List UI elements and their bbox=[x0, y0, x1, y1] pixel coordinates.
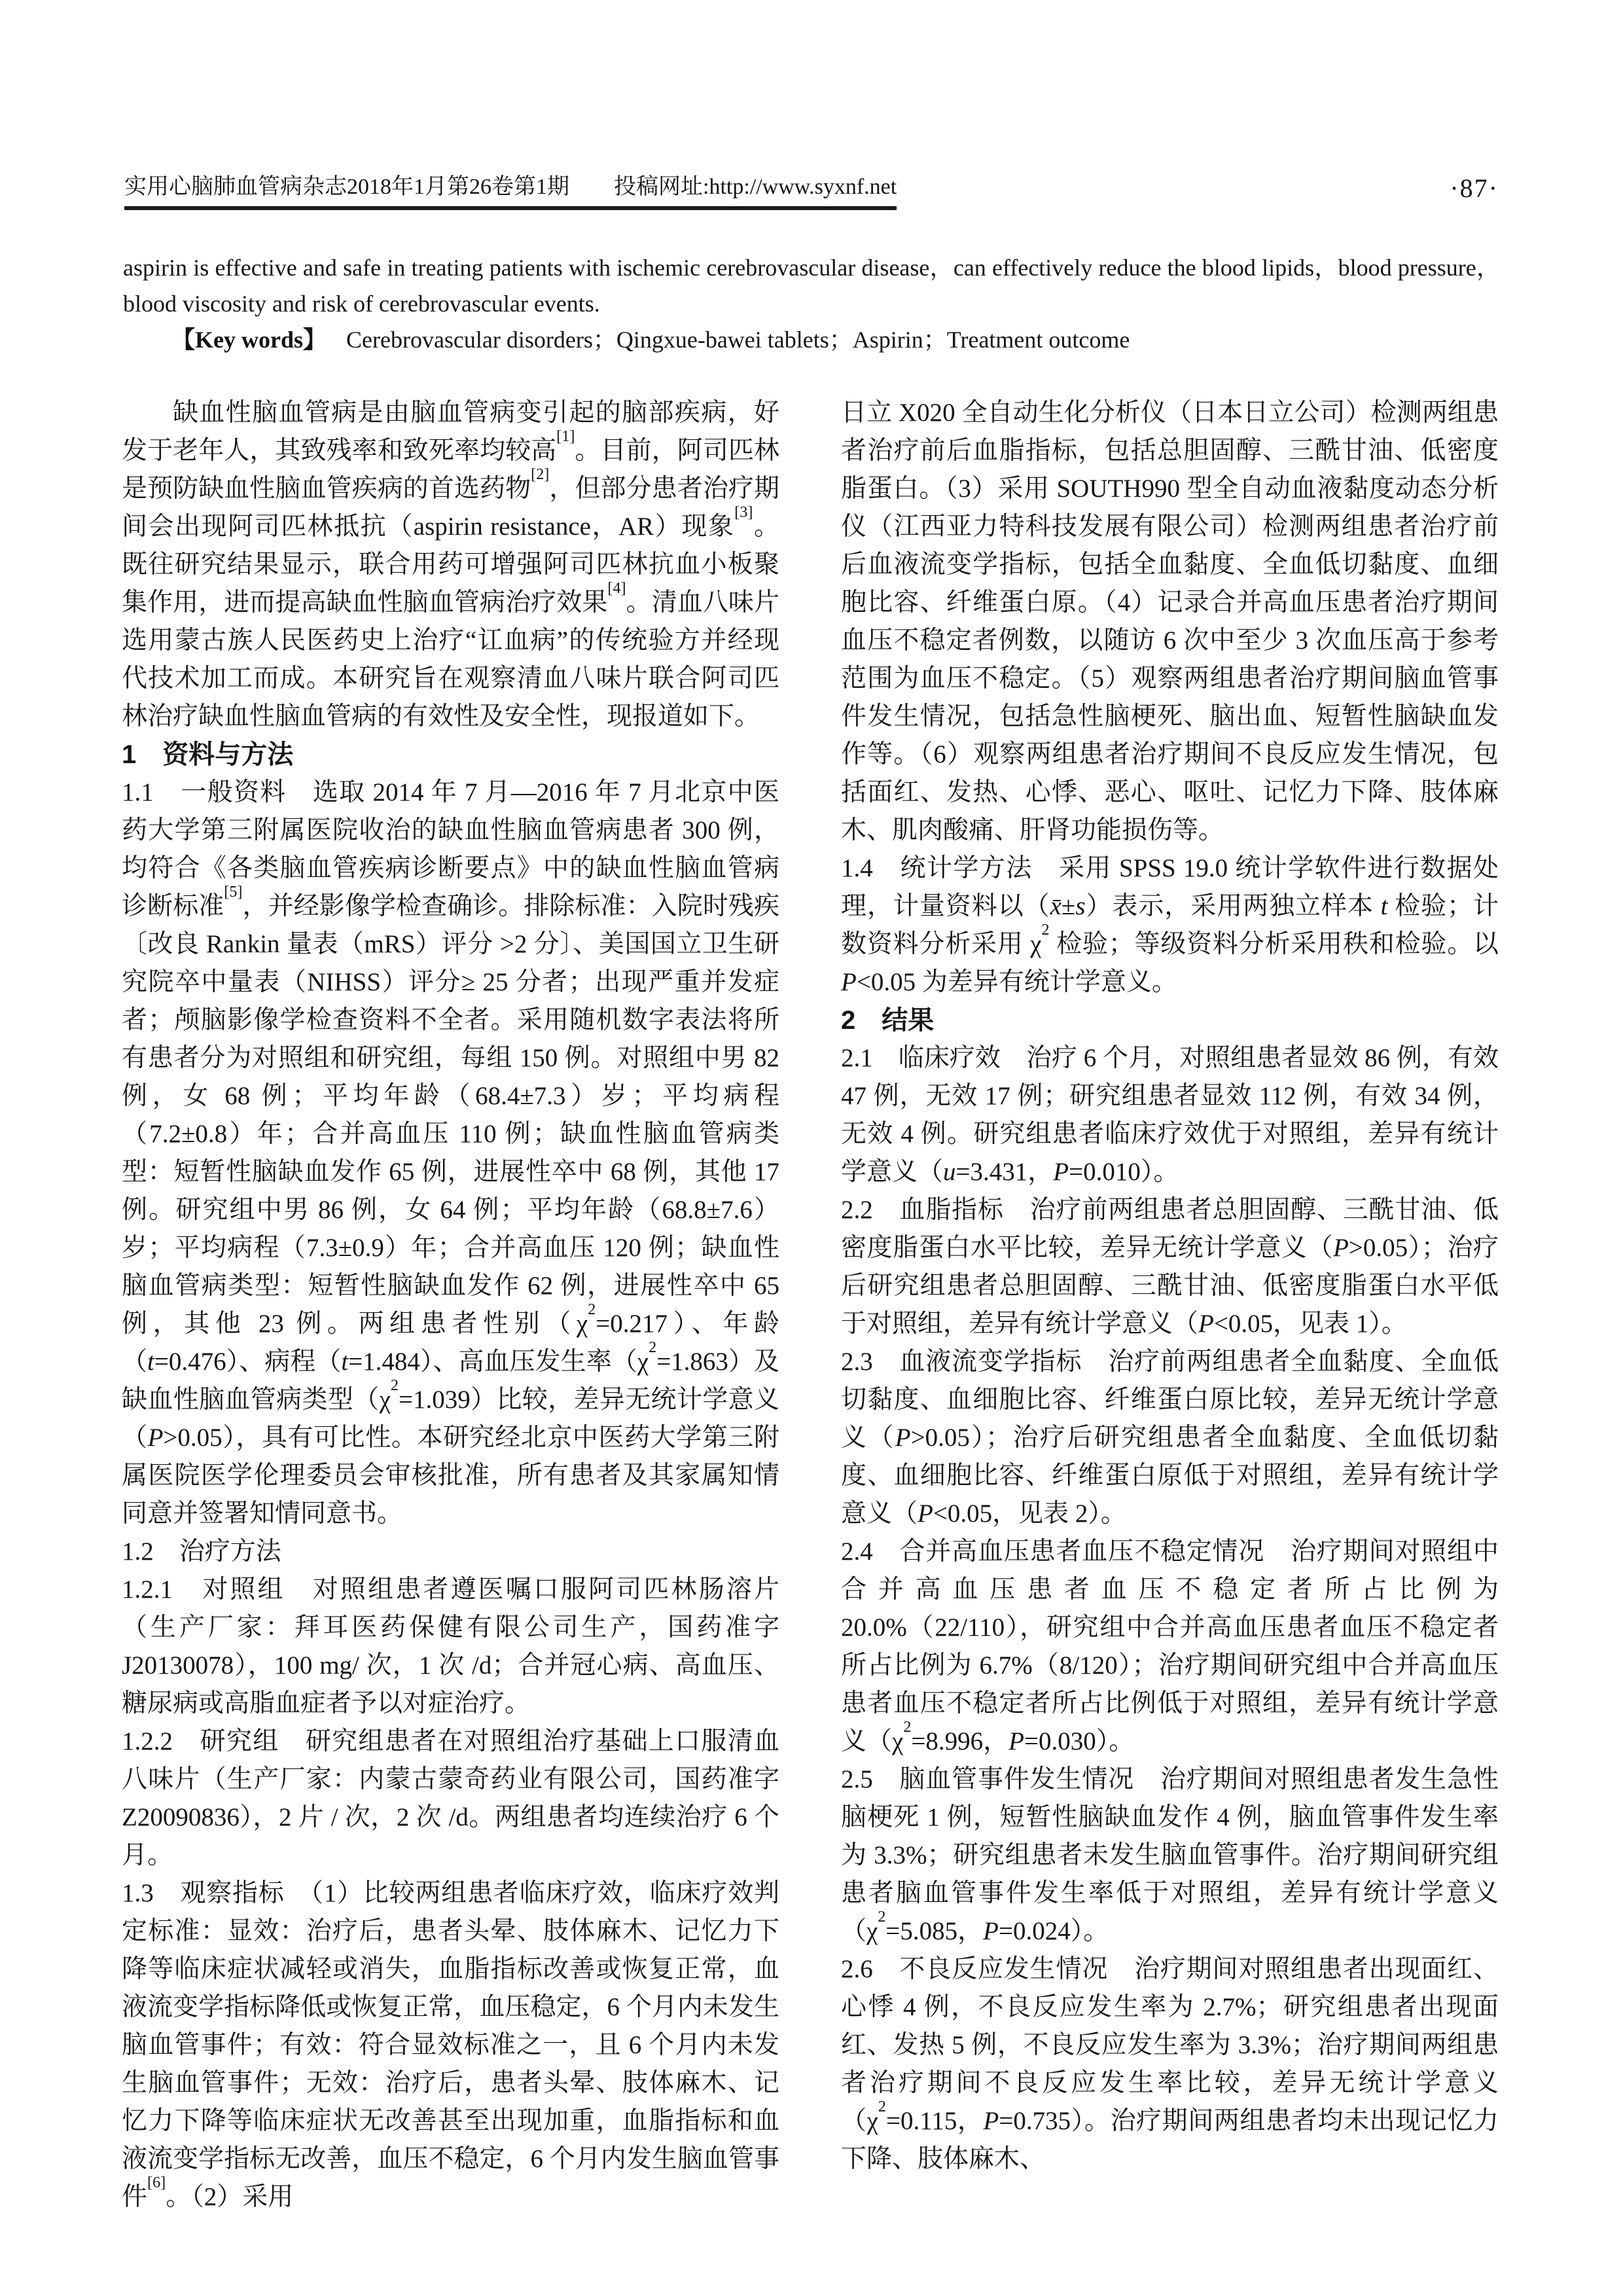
abstract-english bbox=[123, 250, 1500, 358]
paragraph: 2.3 血液流变学指标 治疗前两组患者全血黏度、全血低切黏度、血细胞比容、纤维蛋白原比较，差异无统计学意义（P>0.05）；治疗后研究组患者全血黏度、全血低切黏度、血细胞比容、纤维蛋白原低于对照组，差异有统计学意义（P<0.05，见表 2）。 bbox=[841, 1348, 1499, 1528]
reference-superscript: 2 bbox=[588, 1300, 596, 1318]
paragraph: 日立 X020 全自动生化分析仪（日本日立公司）检测两组患者治疗前后血脂指标，包括总胆固醇、三酰甘油、低密度脂蛋白。（3）采用 SOUTH990 型全自动血液黏度动态分析仪（江西亚力特科技发展有限公司）检测两组患者治疗前后血液流变学指标，包括全血黏度、全血低切黏度、血细胞比容、纤维蛋白原。（4）记录合并高血压患者治疗期间血压不稳定者例数，以随访 6 次中至少 3 次血压高于参考范围为血压不稳定。（5）观察两组患者治疗期间脑血管事件发生情况，包括急性脑梗死、脑出血、短暂性脑缺血发作等。（6）观察两组患者治疗期间不良反应发生情况，包括面红、发热、心悸、恶心、呕吐、记忆力下降、肢体麻木、肌肉酸痛、肝肾功能损伤等。 bbox=[841, 399, 1499, 844]
journal-title: 实用心脑肺血管病杂志2018年1月第26卷第1期 bbox=[124, 175, 569, 199]
paragraph: 2.2 血脂指标 治疗前两组患者总胆固醇、三酰甘油、低密度脂蛋白水平比较，差异无统计学意义（P>0.05）；治疗后研究组患者总胆固醇、三酰甘油、低密度脂蛋白水平低于对照组，差异有统计学意义（P<0.05，见表 1）。 bbox=[841, 1196, 1499, 1338]
left-text-column bbox=[122, 394, 779, 2216]
reference-superscript: [2] bbox=[531, 465, 550, 483]
paragraph: 2.4 合并高血压患者血压不稳定情况 治疗期间对照组中合并高血压患者血压不稳定者所占比例为 20.0%（22/110），研究组中合并高血压患者血压不稳定者所占比例为 6.7%（8/120）；治疗期间研究组中合并高血压患者血压不稳定者所占比例低于对照组，差异有统计学意义（$\chi^2=8.996$，P=0.030）。 bbox=[841, 1537, 1499, 1755]
keywords-label: 【Key words】 bbox=[171, 327, 327, 353]
reference-superscript: [3] bbox=[734, 503, 753, 521]
running-head bbox=[124, 174, 897, 210]
paragraph: 缺血性脑血管病是由脑血管病变引起的脑部疾病，好发于老年人，其致残率和致死率均较高[1]。目前，阿司匹林是预防缺血性脑血管疾病的首选药物[2]，但部分患者治疗期间会出现阿司匹林抵抗（aspirin resistance，AR）现象[3]。既往研究结果显示，联合用药可增强阿司匹林抗血小板聚集作用，进而提高缺血性脑血管病治疗效果[4]。清血八味片选用蒙古族人民医药史上治疗“讧血病”的传统验方并经现代技术加工而成。本研究旨在观察清血八味片联合阿司匹林治疗缺血性脑血管病的有效性及安全性，现报道如下。 bbox=[122, 399, 779, 730]
reference-superscript: 2 bbox=[903, 1717, 912, 1736]
submission-url: 投稿网址:http://www.syxnf.net bbox=[614, 175, 897, 199]
paragraph: 1.2.2 研究组 研究组患者在对照组治疗基础上口服清血八味片（生产厂家：内蒙古蒙奇药业有限公司，国药准字 Z20090836），2 片 / 次，2 次 /d。两组患者均连续治疗 6 个月。 bbox=[122, 1727, 779, 1869]
reference-superscript: [6] bbox=[147, 2173, 166, 2191]
keywords-text: Cerebrovascular disorders；Qingxue-bawei tablets；Aspirin；Treatment outcome bbox=[346, 327, 1130, 353]
reference-superscript: 2 bbox=[878, 1907, 886, 1926]
paragraph: 2.5 脑血管事件发生情况 治疗期间对照组患者发生急性脑梗死 1 例，短暂性脑缺血发作 4 例，脑血管事件发生率为 3.3%；研究组患者未发生脑血管事件。治疗期间研究组患者脑血管事件发生率低于对照组，差异有统计学意义（$\chi^2=5.085$，P=0.024）。 bbox=[841, 1765, 1499, 1945]
page-number: ·87· bbox=[1450, 173, 1499, 203]
reference-superscript: 2 bbox=[649, 1338, 657, 1356]
section-heading: 1 资料与方法 bbox=[122, 740, 294, 769]
paragraph: 2.1 临床疗效 治疗 6 个月，对照组患者显效 86 例，有效 47 例，无效 17 例；研究组患者显效 112 例，有效 34 例，无效 4 例。研究组患者临床疗效优于对照组，差异有统计学意义（u=3.431，P=0.010）。 bbox=[841, 1044, 1499, 1186]
paragraph: 1.4 统计学方法 采用 SPSS 19.0 统计学软件进行数据处理，计量资料以（x̄±s）表示，采用两独立样本 t 检验；计数资料分析采用 $\chi^2$ 检验；等级资料分析采用秩和检验。以 P<0.05 为差异有统计学意义。 bbox=[841, 854, 1499, 996]
abstract-text: aspirin is effective and safe in treating patients with ischemic cerebrovascular disease，can effectively reduce the blood lipids，blood pressure，blood viscosity and risk of cerebrovascular events. bbox=[123, 255, 1500, 317]
reference-superscript: [5] bbox=[224, 882, 243, 901]
reference-superscript: 2 bbox=[1041, 920, 1050, 939]
paragraph: 1.1 一般资料 选取 2014 年 7 月—2016 年 7 月北京中医药大学第三附属医院收治的缺血性脑血管病患者 300 例，均符合《各类脑血管疾病诊断要点》中的缺血性脑血管病诊断标准[5]，并经影像学检查确诊。排除标准：入院时残疾〔改良 Rankin 量表（mRS）评分 >2 分〕、美国国立卫生研究院卒中量表（NIHSS）评分≥ 25 分者；出现严重并发症者；颅脑影像学检查资料不全者。采用随机数字表法将所有患者分为对照组和研究组，每组 150 例。对照组中男 82 例，女 68 例；平均年龄（68.4±7.3）岁；平均病程（7.2±0.8）年；合并高血压 110 例；缺血性脑血管病类型：短暂性脑缺血发作 65 例，进展性卒中 68 例，其他 17 例。研究组中男 86 例，女 64 例；平均年龄（68.8±7.6）岁；平均病程（7.3±0.9）年；合并高血压 120 例；缺血性脑血管病类型：短暂性脑缺血发作 62 例，进展性卒中 65 例，其他 23 例。两组患者性别$(\chi^2=0.217)$、年龄（t=0.476）、病程（t=1.484）、高血压发生率$(\chi^2=1.863)$及缺血性脑血管病类型$(\chi^2=1.039)$比较，差异无统计学意义（P>0.05），具有可比性。本研究经北京中医药大学第三附属医院医学伦理委员会审核批准，所有患者及其家属知情同意并签署知情同意书。 bbox=[122, 778, 780, 1528]
reference-superscript: [1] bbox=[556, 427, 575, 445]
paragraph: 1.2.1 对照组 对照组患者遵医嘱口服阿司匹林肠溶片（生产厂家：拜耳医药保健有限公司生产，国药准字 J20130078），100 mg/ 次，1 次 /d；合并冠心病、高血压、糖尿病或高脂血症者予以对症治疗。 bbox=[122, 1575, 779, 1717]
paragraph: 2.6 不良反应发生情况 治疗期间对照组患者出现面红、心悸 4 例，不良反应发生率为 2.7%；研究组患者出现面红、发热 5 例，不良反应发生率为 3.3%；治疗期间两组患者治疗期间不良反应发生率比较，差异无统计学意义（$\chi^2=0.115$，P=0.735）。治疗期间两组患者均未出现记忆力下降、肢体麻木、 bbox=[841, 1955, 1499, 2173]
paragraph: 1.3 观察指标 （1）比较两组患者临床疗效，临床疗效判定标准：显效：治疗后，患者头晕、肢体麻木、记忆力下降等临床症状减轻或消失，血脂指标改善或恢复正常，血液流变学指标降低或恢复正常，血压稳定，6 个月内未发生脑血管事件；有效：符合显效标准之一，且 6 个月内未发生脑血管事件；无效：治疗后，患者头晕、肢体麻木、记忆力下降等临床症状无改善甚至出现加重，血脂指标和血液流变学指标无改善，血压不稳定，6 个月内发生脑血管事件[6]。（2）采用 bbox=[122, 1879, 779, 2211]
paragraph: 1.2 治疗方法 bbox=[122, 1537, 281, 1566]
keywords-line bbox=[123, 322, 1500, 358]
reference-superscript: 2 bbox=[878, 2097, 887, 2115]
reference-superscript: [4] bbox=[607, 579, 626, 597]
section-heading: 2 结果 bbox=[841, 1006, 935, 1035]
reference-superscript: 2 bbox=[390, 1376, 399, 1394]
right-text-column bbox=[841, 394, 1499, 2178]
